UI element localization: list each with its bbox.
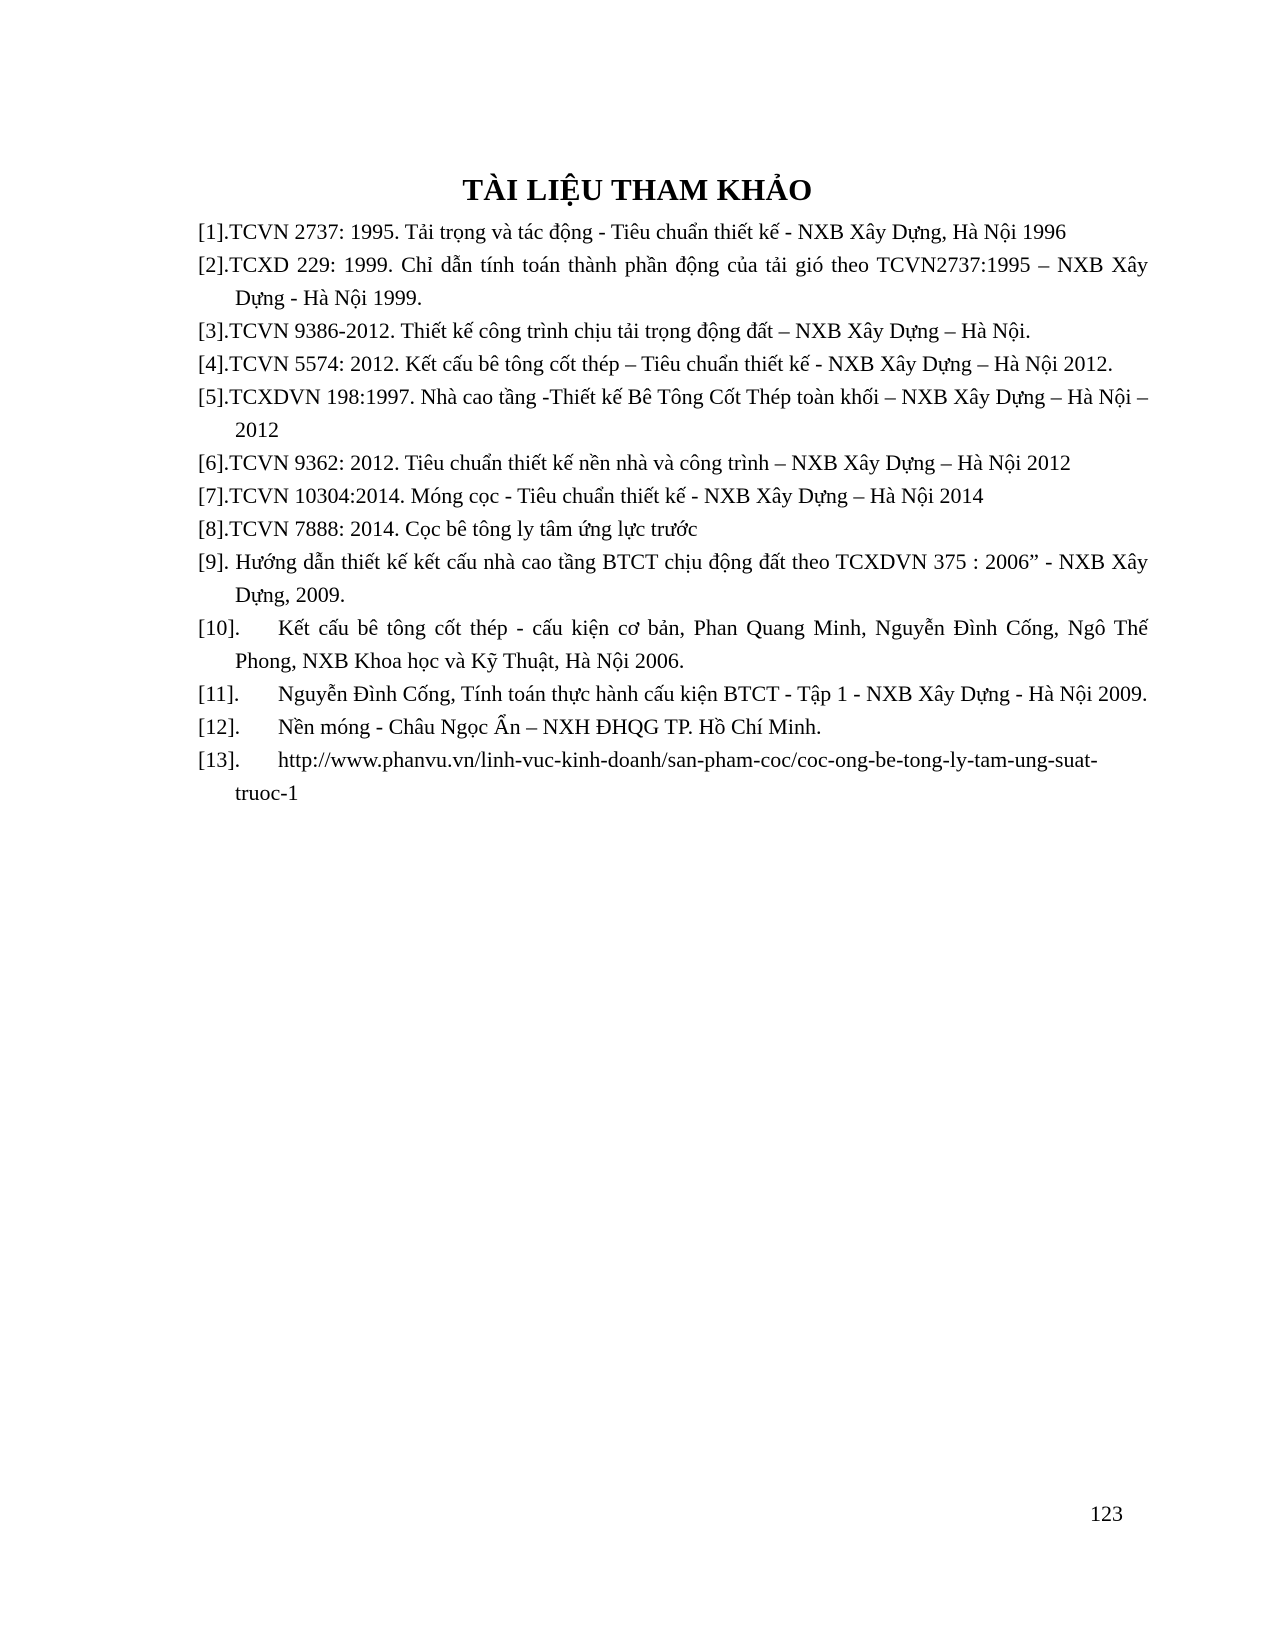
- reference-number: [13].: [198, 747, 241, 772]
- reference-item: [198, 611, 1148, 677]
- reference-number: [12].: [198, 714, 241, 739]
- reference-text: TCVN 7888: 2014. Cọc bê tông ly tâm ứng lực trước: [229, 516, 698, 541]
- reference-item: [198, 743, 1148, 809]
- reference-text: TCXDVN 198:1997. Nhà cao tầng -Thiết kế Bê Tông Cốt Thép toàn khối – NXB Xây Dựng – Hà Nội – 2012: [229, 384, 1148, 442]
- reference-item: [198, 512, 1148, 545]
- reference-item: [198, 479, 1148, 512]
- reference-text: TCXD 229: 1999. Chỉ dẫn tính toán thành phần động của tải gió theo TCVN2737:1995 – NXB Xây Dựng - Hà Nội 1999.: [229, 252, 1148, 310]
- reference-text: TCVN 9362: 2012. Tiêu chuẩn thiết kế nền nhà và công trình – NXB Xây Dựng – Hà Nội 2012: [229, 450, 1071, 475]
- reference-number: [4].: [198, 351, 230, 376]
- reference-number: [6].: [198, 450, 230, 475]
- reference-text: Kết cấu bê tông cốt thép - cấu kiện cơ bản, Phan Quang Minh, Nguyễn Đình Cống, Ngô Thế Phong, NXB Khoa học và Kỹ Thuật, Hà Nội 2006.: [235, 615, 1148, 673]
- reference-text: TCVN 10304:2014. Móng cọc - Tiêu chuẩn thiết kế - NXB Xây Dựng – Hà Nội 2014: [229, 483, 984, 508]
- reference-list: [198, 215, 1148, 809]
- reference-text: Hướng dẫn thiết kế kết cấu nhà cao tầng BTCT chịu động đất theo TCXDVN 375 : 2006” - NXB Xây Dựng, 2009.: [229, 549, 1148, 607]
- reference-number: [3].: [198, 318, 230, 343]
- reference-text: TCVN 9386-2012. Thiết kế công trình chịu tải trọng động đất – NXB Xây Dựng – Hà Nội.: [229, 318, 1031, 343]
- reference-text: Nguyễn Đình Cống, Tính toán thực hành cấu kiện BTCT - Tập 1 - NXB Xây Dựng - Hà Nội 2009.: [278, 681, 1148, 706]
- reference-item: [198, 380, 1148, 446]
- reference-number: [9].: [198, 549, 230, 574]
- reference-number: [10].: [198, 615, 241, 640]
- reference-item: [198, 314, 1148, 347]
- page-title: TÀI LIỆU THAM KHẢO: [462, 172, 813, 207]
- reference-item: [198, 446, 1148, 479]
- reference-item: [198, 545, 1148, 611]
- reference-item: [198, 710, 1148, 743]
- reference-item: [198, 248, 1148, 314]
- reference-number: [11].: [198, 681, 240, 706]
- reference-number: [2].: [198, 252, 230, 277]
- reference-number: [8].: [198, 516, 230, 541]
- page-number: 123: [1090, 1501, 1123, 1526]
- reference-number: [5].: [198, 384, 230, 409]
- reference-item: [198, 215, 1148, 248]
- reference-text: TCVN 2737: 1995. Tải trọng và tác động - Tiêu chuẩn thiết kế - NXB Xây Dựng, Hà Nội 1996: [229, 219, 1067, 244]
- reference-text: Nền móng - Châu Ngọc Ẩn – NXH ĐHQG TP. Hồ Chí Minh.: [278, 714, 822, 739]
- reference-text: TCVN 5574: 2012. Kết cấu bê tông cốt thép – Tiêu chuẩn thiết kế - NXB Xây Dựng – Hà Nội 2012.: [229, 351, 1114, 376]
- reference-number: [1].: [198, 219, 230, 244]
- reference-item: [198, 347, 1148, 380]
- reference-number: [7].: [198, 483, 230, 508]
- reference-text: http://www.phanvu.vn/linh-vuc-kinh-doanh/san-pham-coc/coc-ong-be-tong-ly-tam-ung-suat-truoc-1: [235, 747, 1098, 805]
- reference-item: [198, 677, 1148, 710]
